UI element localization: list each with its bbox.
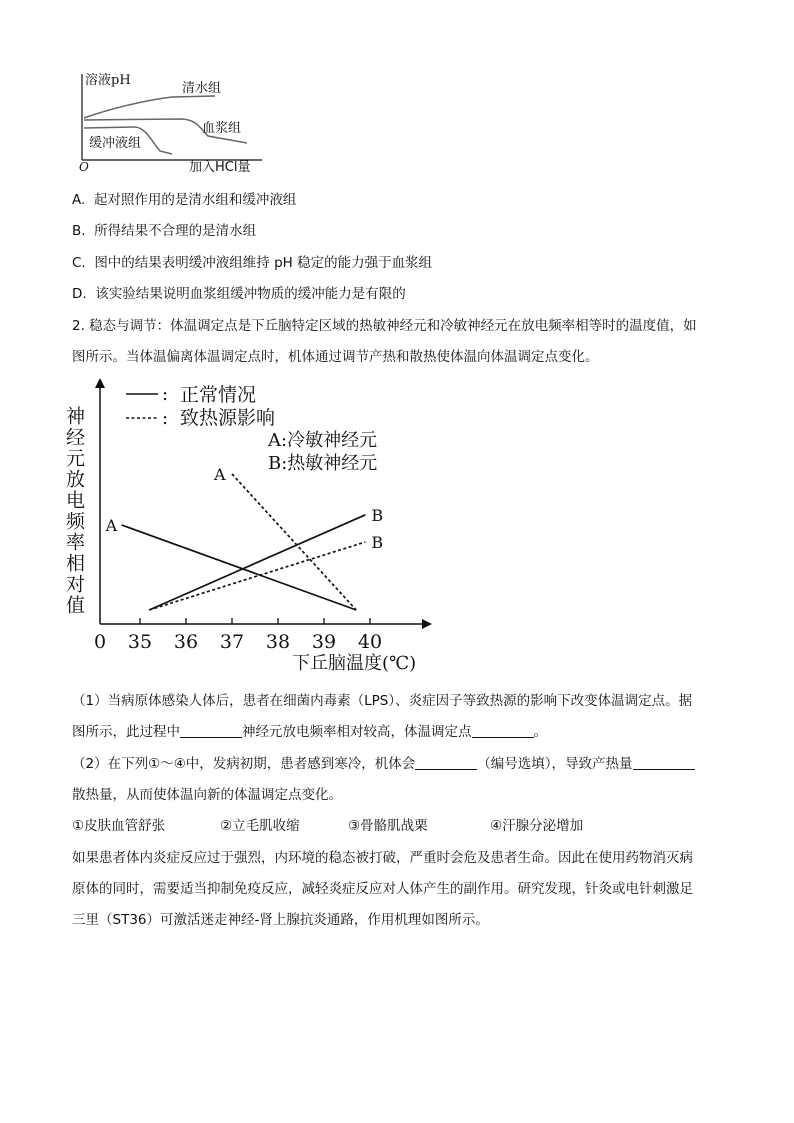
legend-neuron-a: A:冷敏神经元 [268, 430, 378, 451]
x-tick-label: 0 [93, 631, 107, 653]
answer-blank-4[interactable] [633, 755, 695, 770]
ph-label-buffer: 缓冲液组 [89, 136, 142, 151]
sub2-line2: 散热量，从而使体温向新的体温调定点变化。 [72, 787, 342, 803]
legend-neuron-b: B:热敏神经元 [268, 453, 378, 474]
sub1-line2: 图所示，此过程中 神经元放电频率相对较高，体温调定点 。 [72, 724, 547, 740]
line-end-label: B [371, 505, 384, 525]
ph-y-label: 溶液pH [85, 73, 131, 88]
line-end-label: A [214, 465, 226, 484]
ph-origin: O [79, 160, 89, 174]
ph-x-label: 加入HCl量 [189, 160, 251, 175]
neuron-chart [63, 372, 438, 674]
x-tick-label: 37 [219, 631, 245, 653]
legend-solid-colon: : [162, 384, 169, 405]
paragraph-line3: 三里（ST36）可激活迷走神经-肾上腺抗炎通路，作用机理如图所示。 [72, 912, 489, 928]
line-b-normal [149, 515, 365, 610]
q2-intro-line2: 图所示。当体温偏离体温调定点时，机体通过调节产热和散热使体温向体温调定点变化。 [72, 349, 599, 365]
answer-blank-3[interactable] [415, 755, 477, 770]
line-a-pyrogen [232, 474, 356, 610]
x-tick-label: 36 [173, 631, 199, 653]
q2-intro-line1: 2. 稳态与调节：体温调定点是下丘脑特定区域的热敏神经元和冷敏神经元在放电频率相等时的温度值，如 [72, 318, 697, 334]
option-a: A. 起对照作用的是清水组和缓冲液组 [72, 192, 297, 208]
x-tick-label: 40 [357, 631, 383, 653]
legend-normal: 正常情况 [180, 384, 257, 406]
x-tick-label: 38 [265, 631, 291, 653]
ph-curve-water [84, 96, 215, 118]
line-b-pyrogen [149, 542, 365, 610]
option-d: D. 该实验结果说明血浆组缓冲物质的缓冲能力是有限的 [72, 286, 406, 302]
ph-figure [72, 70, 272, 178]
chart-x-label: 下丘脑温度(℃) [292, 653, 417, 674]
paragraph-line1: 如果患者体内炎症反应过于强烈，内环境的稳态被打破，严重时会危及患者生命。因此在使用药物消灭病 [72, 850, 693, 866]
x-tick-label: 35 [127, 631, 153, 653]
ph-label-plasma: 血浆组 [202, 121, 242, 136]
answer-blank-1[interactable] [180, 723, 242, 738]
line-a-normal [122, 525, 357, 610]
choice-1: ①皮肤血管舒张 [72, 818, 166, 834]
answer-blank-2[interactable] [472, 723, 534, 738]
choice-2: ②立毛肌收缩 [220, 818, 300, 834]
line-end-label: B [371, 533, 384, 552]
legend-dashed-colon: : [162, 408, 169, 429]
sub2-line1: （2）在下列①～④中，发病初期，患者感到寒冷，机体会 （编号选填），导致产热量 [72, 755, 695, 773]
option-c: C. 图中的结果表明缓冲液组维持 pH 稳定的能力强于血浆组 [72, 255, 433, 271]
ph-label-water: 清水组 [182, 81, 222, 96]
sub1-line1: （1）当病原体感染人体后，患者在细菌内毒素（LPS）、炎症因子等致热源的影响下改变体温调定点。据 [72, 693, 693, 709]
x-tick-label: 39 [311, 631, 337, 653]
option-b: B. 所得结果不合理的是清水组 [72, 223, 257, 239]
choice-4: ④汗腺分泌增加 [490, 818, 584, 834]
paragraph-line2: 原体的同时，需要适当抑制免疫反应，减轻炎症反应对人体产生的副作用。研究发现，针灸或电针刺激足 [72, 881, 693, 897]
choice-3: ③骨骼肌战栗 [348, 818, 428, 834]
legend-pyrogen: 致热源影响 [180, 407, 276, 429]
line-end-label: A [105, 516, 118, 535]
chart-y-label: 神经元放电频率相对值 [63, 406, 85, 616]
